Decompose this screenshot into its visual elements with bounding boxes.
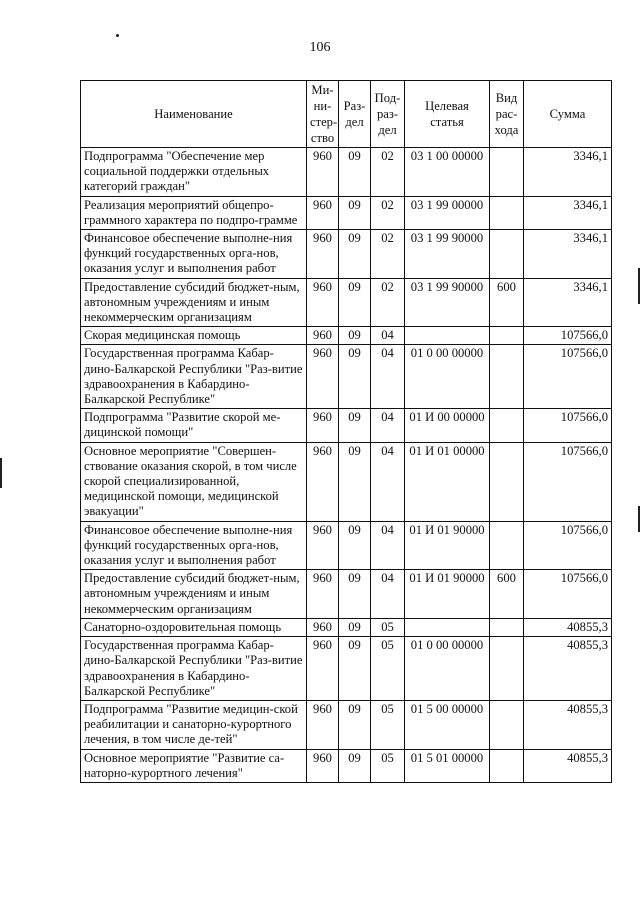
row-expense-type: [490, 230, 524, 279]
header-sum: Сумма: [524, 81, 612, 148]
row-subsection: 04: [371, 409, 405, 442]
row-ministry: 960: [307, 196, 339, 229]
row-subsection: 04: [371, 521, 405, 570]
row-sum: 40855,3: [524, 618, 612, 636]
row-name: Финансовое обеспечение выполне-ния функций государственных орга-нов, оказания услуг и выполнения работ: [81, 230, 307, 279]
row-expense-type: [490, 327, 524, 345]
budget-table: [80, 80, 612, 783]
header-subsection: Под- раз- дел: [371, 81, 405, 148]
row-name: Санаторно-оздоровительная помощь: [81, 618, 307, 636]
row-target: 01 И 01 00000: [405, 442, 490, 521]
row-section: 09: [339, 442, 371, 521]
row-sum: 40855,3: [524, 749, 612, 782]
row-ministry: 960: [307, 637, 339, 701]
row-name: Государственная программа Кабар-дино-Балкарской Республики "Раз-витие здравоохранения в Кабардино-Балкарской Республике": [81, 345, 307, 409]
row-sum: 107566,0: [524, 409, 612, 442]
row-sum: 107566,0: [524, 327, 612, 345]
header-ministry: Ми- ни- стер- ство: [307, 81, 339, 148]
row-name: Предоставление субсидий бюджет-ным, автономным учреждениям и иным некоммерческим организациям: [81, 278, 307, 327]
table-row: [81, 700, 612, 749]
row-subsection: 02: [371, 230, 405, 279]
row-ministry: 960: [307, 278, 339, 327]
row-section: 09: [339, 327, 371, 345]
row-section: 09: [339, 230, 371, 279]
row-section: 09: [339, 700, 371, 749]
table-row: [81, 148, 612, 197]
row-section: 09: [339, 409, 371, 442]
scan-speck: [116, 34, 119, 37]
table-header-row: [81, 81, 612, 148]
row-target: [405, 618, 490, 636]
row-expense-type: [490, 345, 524, 409]
row-section: 09: [339, 637, 371, 701]
row-target: [405, 327, 490, 345]
row-name: Скорая медицинская помощь: [81, 327, 307, 345]
row-expense-type: [490, 442, 524, 521]
table-row: [81, 196, 612, 229]
row-name: Подпрограмма "Обеспечение мер социальной поддержки отдельных категорий граждан": [81, 148, 307, 197]
row-ministry: 960: [307, 327, 339, 345]
row-sum: 107566,0: [524, 521, 612, 570]
row-name: Основное мероприятие "Совершен-ствование оказания скорой, в том числе скорой специализированной, медицинской помощи, медицинской эвакуации": [81, 442, 307, 521]
row-section: 09: [339, 749, 371, 782]
row-expense-type: [490, 409, 524, 442]
row-ministry: 960: [307, 230, 339, 279]
row-ministry: 960: [307, 749, 339, 782]
row-subsection: 04: [371, 442, 405, 521]
row-subsection: 05: [371, 700, 405, 749]
row-target: 01 0 00 00000: [405, 345, 490, 409]
row-ministry: 960: [307, 570, 339, 619]
row-sum: 3346,1: [524, 230, 612, 279]
row-name: Предоставление субсидий бюджет-ным, автономным учреждениям и иным некоммерческим организациям: [81, 570, 307, 619]
header-section: Раз- дел: [339, 81, 371, 148]
page-number: 106: [309, 40, 331, 55]
row-subsection: 04: [371, 327, 405, 345]
table-row: [81, 345, 612, 409]
row-ministry: 960: [307, 618, 339, 636]
row-sum: 3346,1: [524, 148, 612, 197]
row-sum: 107566,0: [524, 442, 612, 521]
row-target: 01 5 00 00000: [405, 700, 490, 749]
row-ministry: 960: [307, 700, 339, 749]
row-section: 09: [339, 345, 371, 409]
row-sum: 3346,1: [524, 196, 612, 229]
row-ministry: 960: [307, 148, 339, 197]
header-expense-type: Вид рас- хода: [490, 81, 524, 148]
row-target: 01 5 01 00000: [405, 749, 490, 782]
row-name: Финансовое обеспечение выполне-ния функций государственных орга-нов, оказания услуг и выполнения работ: [81, 521, 307, 570]
row-target: 03 1 99 90000: [405, 230, 490, 279]
table-row: [81, 442, 612, 521]
row-subsection: 05: [371, 618, 405, 636]
row-target: 01 И 01 90000: [405, 521, 490, 570]
row-section: 09: [339, 148, 371, 197]
row-section: 09: [339, 570, 371, 619]
row-target: 01 0 00 00000: [405, 637, 490, 701]
row-name: Подпрограмма "Развитие скорой ме-дицинской помощи": [81, 409, 307, 442]
row-subsection: 02: [371, 148, 405, 197]
row-name: Реализация мероприятий общепро-граммного характера по подпро-грамме: [81, 196, 307, 229]
row-name: Подпрограмма "Развитие медицин-ской реабилитации и санаторно-курортного лечения, в том числе де-тей": [81, 700, 307, 749]
row-target: 03 1 99 00000: [405, 196, 490, 229]
row-expense-type: 600: [490, 570, 524, 619]
row-target: 01 И 00 00000: [405, 409, 490, 442]
row-target: 03 1 99 90000: [405, 278, 490, 327]
row-sum: 40855,3: [524, 637, 612, 701]
row-subsection: 02: [371, 196, 405, 229]
row-section: 09: [339, 521, 371, 570]
row-ministry: 960: [307, 521, 339, 570]
row-name: Основное мероприятие "Развитие са-наторно-курортного лечения": [81, 749, 307, 782]
table-row: [81, 637, 612, 701]
row-expense-type: [490, 700, 524, 749]
scan-edge-mark: [0, 458, 2, 488]
table-row: [81, 327, 612, 345]
row-expense-type: [490, 637, 524, 701]
row-target: 01 И 01 90000: [405, 570, 490, 619]
row-section: 09: [339, 618, 371, 636]
row-name: Государственная программа Кабар-дино-Балкарской Республики "Раз-витие здравоохранения в Кабардино-Балкарской Республике": [81, 637, 307, 701]
row-target: 03 1 00 00000: [405, 148, 490, 197]
row-sum: 107566,0: [524, 345, 612, 409]
row-sum: 107566,0: [524, 570, 612, 619]
table-row: [81, 521, 612, 570]
row-subsection: 05: [371, 749, 405, 782]
row-ministry: 960: [307, 409, 339, 442]
row-ministry: 960: [307, 345, 339, 409]
row-subsection: 04: [371, 345, 405, 409]
table-row: [81, 618, 612, 636]
table-row: [81, 278, 612, 327]
row-expense-type: 600: [490, 278, 524, 327]
row-subsection: 04: [371, 570, 405, 619]
row-sum: 3346,1: [524, 278, 612, 327]
table-row: [81, 749, 612, 782]
row-sum: 40855,3: [524, 700, 612, 749]
row-expense-type: [490, 618, 524, 636]
header-name: Наименование: [81, 81, 307, 148]
row-expense-type: [490, 196, 524, 229]
row-section: 09: [339, 196, 371, 229]
row-expense-type: [490, 521, 524, 570]
row-ministry: 960: [307, 442, 339, 521]
row-expense-type: [490, 148, 524, 197]
row-subsection: 02: [371, 278, 405, 327]
row-subsection: 05: [371, 637, 405, 701]
table-row: [81, 570, 612, 619]
row-expense-type: [490, 749, 524, 782]
table-row: [81, 409, 612, 442]
row-section: 09: [339, 278, 371, 327]
header-target: Целевая статья: [405, 81, 490, 148]
table-row: [81, 230, 612, 279]
